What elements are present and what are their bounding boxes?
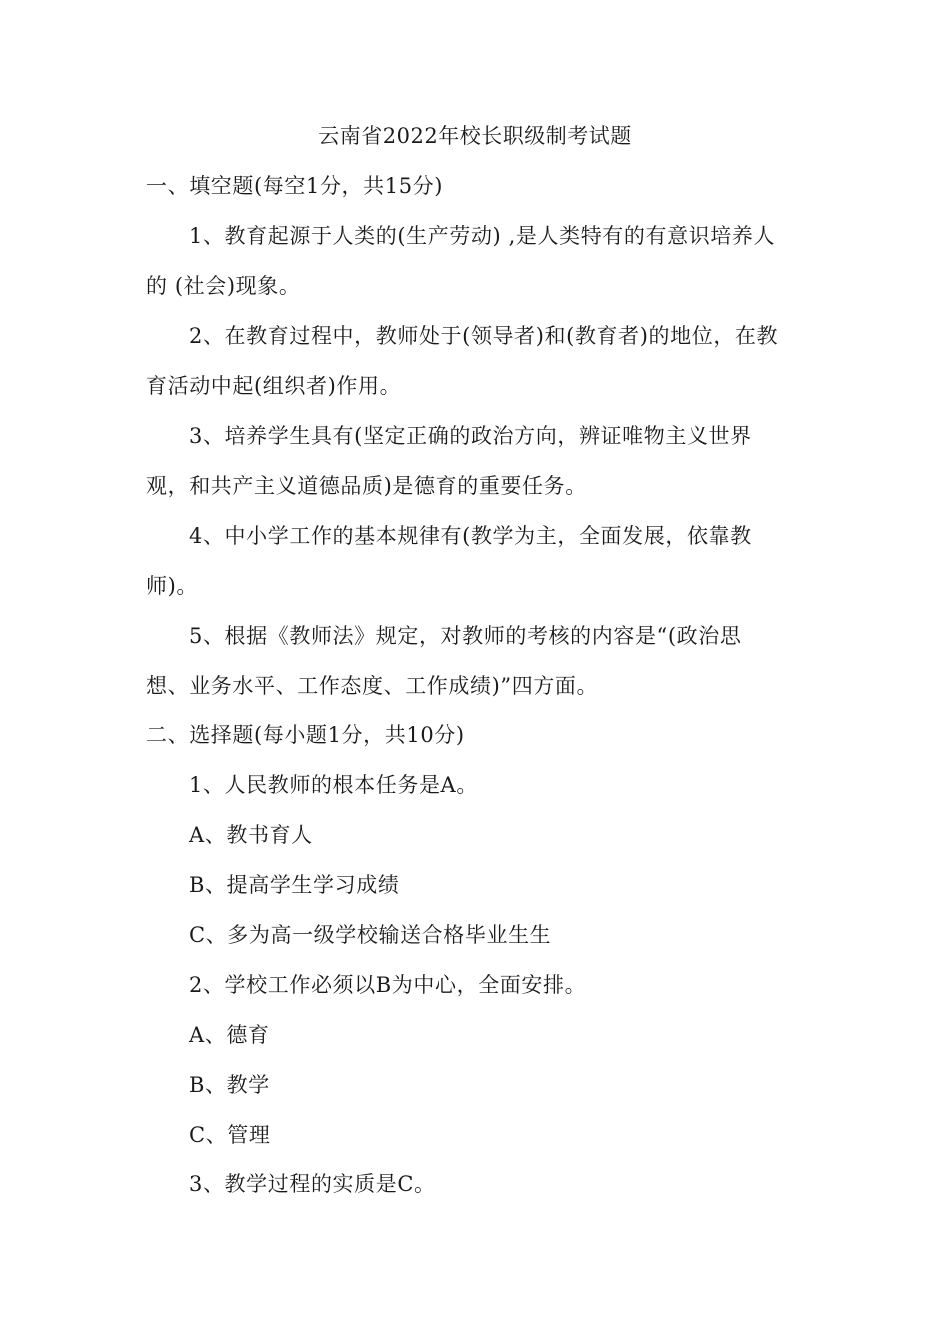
section-heading-multiple-choice: 二、选择题(每小题1分，共10分) [146,723,465,747]
choice-question-2-option-c: C、管理 [189,1123,271,1147]
question-4-line-1: 4、中小学工作的基本规律有(教学为主，全面发展，依靠教 [189,524,752,548]
question-1-line-1: 1、教育起源于人类的(生产劳动) ,是人类特有的有意识培养人 [189,224,776,248]
section-heading-fill-in-blanks: 一、填空题(每空1分，共15分) [146,174,444,198]
question-3-line-2: 观，和共产主义道德品质)是德育的重要任务。 [146,474,587,498]
question-2-line-2: 育活动中起(组织者)作用。 [146,374,402,398]
question-5-line-1: 5、根据《教师法》规定，对教师的考核的内容是“(政治思 [189,624,742,648]
question-5-line-2: 想、业务水平、工作态度、工作成绩)”四方面。 [146,674,599,698]
choice-question-2-option-b: B、教学 [189,1073,270,1097]
question-1-line-2: 的 (社会)现象。 [146,274,301,298]
choice-question-1-option-c: C、多为高一级学校输送合格毕业生生 [189,923,552,947]
choice-question-1-option-a: A、教书育人 [189,823,313,847]
question-4-line-2: 师)。 [146,574,198,598]
question-3-line-1: 3、培养学生具有(坚定正确的政治方向，辨证唯物主义世界 [189,424,752,448]
choice-question-1-option-b: B、提高学生学习成绩 [189,873,400,897]
choice-question-1-stem: 1、人民教师的根本任务是A。 [189,773,478,797]
choice-question-3-stem: 3、教学过程的实质是C。 [189,1172,436,1196]
question-2-line-1: 2、在教育过程中，教师处于(领导者)和(教育者)的地位，在教 [189,324,779,348]
document-title: 云南省2022年校长职级制考试题 [318,124,632,148]
choice-question-2-stem: 2、学校工作必须以B为中心，全面安排。 [189,973,587,997]
choice-question-2-option-a: A、德育 [189,1023,270,1047]
